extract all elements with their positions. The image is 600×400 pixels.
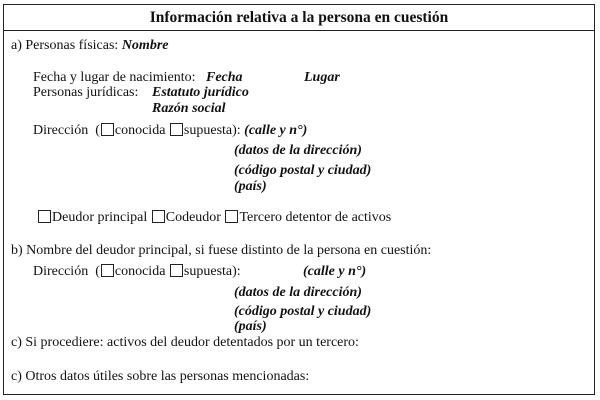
lugar-field[interactable]: Lugar [304, 70, 340, 85]
codeudor-label: Codeudor [165, 210, 221, 225]
juridicas-label: Personas jurídicas: [33, 85, 139, 100]
section-a-label: a) Personas físicas: [11, 38, 119, 53]
nombre-field[interactable]: Nombre [121, 38, 169, 53]
section-a-heading [11, 38, 168, 54]
codigo-field-b[interactable]: (código postal y ciudad) [234, 304, 372, 319]
checkbox-known-a[interactable] [101, 123, 114, 136]
tercero-label: Tercero detentor de activos [239, 210, 392, 225]
checkbox-tercero[interactable] [225, 210, 238, 223]
information-form [3, 4, 595, 395]
address-line-b [33, 264, 241, 280]
fecha-field[interactable]: Fecha [206, 70, 243, 85]
known-label-b: conocida [114, 264, 166, 279]
codigo-field-a[interactable]: (código postal y ciudad) [234, 163, 372, 178]
checkbox-known-b[interactable] [101, 264, 114, 277]
checkbox-deudor[interactable] [38, 210, 51, 223]
open-paren-b: ( [95, 264, 100, 279]
supposed-label-b: supuesta): [183, 264, 241, 279]
address-line-a [33, 123, 307, 139]
form-title: Información relativa a la persona en cuestión [4, 5, 594, 31]
pais-field-a[interactable]: (país) [234, 179, 267, 194]
calle-field-a[interactable]: (calle y n°) [244, 123, 308, 138]
deudor-label: Deudor principal [52, 210, 148, 225]
address-label-a: Dirección [33, 123, 89, 138]
role-options [37, 210, 391, 226]
checkbox-supposed-a[interactable] [170, 123, 183, 136]
section-c-other-label: c) Otros datos útiles sobre las personas mencionadas: [11, 369, 310, 384]
supposed-label-a: supuesta): [183, 123, 241, 138]
checkbox-codeudor[interactable] [152, 210, 165, 223]
known-label-a: conocida [114, 123, 166, 138]
estatuto-field[interactable]: Estatuto jurídico [152, 85, 249, 100]
address-label-b: Dirección [33, 264, 89, 279]
calle-field-b[interactable]: (calle y n°) [303, 264, 367, 279]
section-c-assets-label: c) Si procediere: activos del deudor detentados por un tercero: [11, 335, 359, 350]
datos-field-b[interactable]: (datos de la dirección) [234, 285, 362, 300]
section-b-label: b) Nombre del deudor principal, si fuese distinto de la persona en cuestión: [11, 243, 432, 258]
checkbox-supposed-b[interactable] [170, 264, 183, 277]
datos-field-a[interactable]: (datos de la dirección) [234, 143, 362, 158]
pais-field-b[interactable]: (país) [234, 319, 267, 334]
razon-social-field[interactable]: Razón social [152, 101, 226, 116]
open-paren-a: ( [95, 123, 100, 138]
birth-label: Fecha y lugar de nacimiento: [33, 70, 196, 85]
